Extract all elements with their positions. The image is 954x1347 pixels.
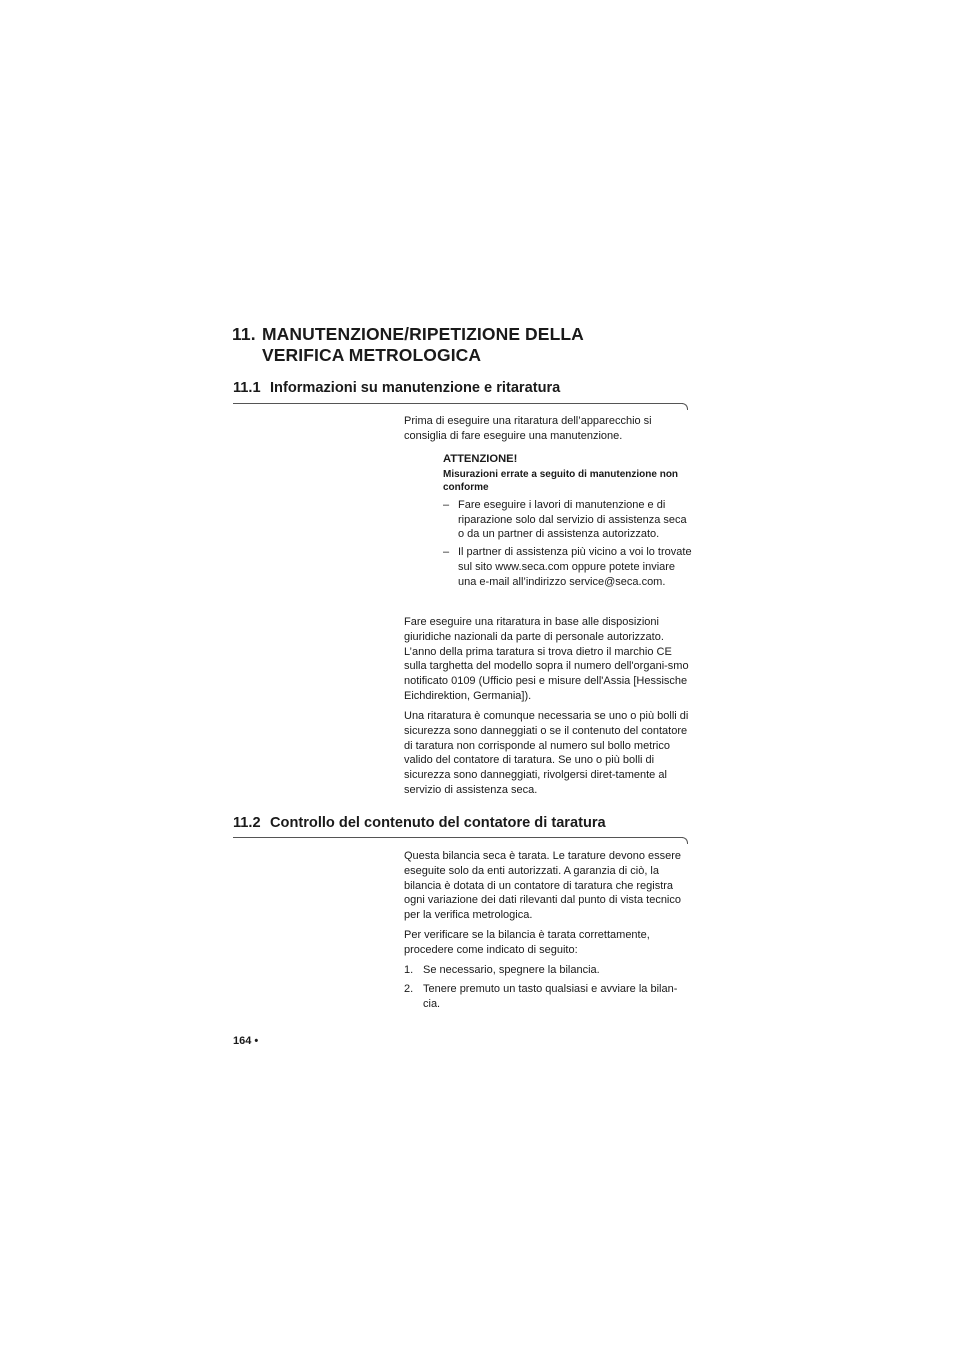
dash-bullet-icon: – (443, 546, 450, 559)
section-2-title (233, 814, 693, 832)
warning-item (443, 498, 693, 542)
chapter-title (232, 324, 702, 366)
section-2-number: 11.2 (233, 815, 261, 831)
section-1-intro-text: Prima di eseguire una ritaratura dell’apparecchio si consiglia di fare eseguire una manutenzione. (404, 415, 652, 442)
section-2-para-1-text: Questa bilancia seca è tarata. Le tarature devono essere eseguite solo da enti autorizzati. A garanzia di ciò, la bilancia è dotata di un contatore di taratura che registra ogni variazione dei dati rilevanti dal punto di vista tecnico per la verifica metrologica. (404, 850, 682, 922)
section-1-para-2 (404, 615, 691, 704)
step-text: Se necessario, spegnere la bilancia. (423, 964, 600, 976)
warning-item (443, 545, 693, 589)
section-1-title-text: Informazioni su manutenzione e ritaratura (270, 380, 561, 396)
warning-item-text: Fare eseguire i lavori di manutenzione e di riparazione solo dal servizio di assistenza seca o da un partner di assistenza autorizzato. (458, 498, 687, 541)
dash-bullet-icon: – (443, 498, 450, 511)
section-1-rule (233, 403, 683, 404)
page-number: 164 • (233, 1035, 259, 1047)
section-1-intro (404, 414, 691, 444)
section-2-rule (233, 837, 683, 838)
section-1-para-3 (404, 709, 691, 798)
warning-item-text: Il partner di assistenza più vicino a voi lo trovate sul sito www.seca.com oppure potete inviare una e-mail all’indirizzo service@seca.com. (458, 546, 692, 588)
chapter-title-line-2: VERIFICA METROLOGICA (262, 345, 482, 365)
warning-subtitle: Misurazioni errate a seguito di manutenzione non conforme (443, 468, 679, 493)
section-1-para-3-text: Una ritaratura è comunque necessaria se uno o più bolli di sicurezza sono danneggiati o se il contenuto del contatore di taratura non corrisponde al numero sul bollo metrico valido del contatore di taratura. Se uno o più bolli di sicurezza sono danneggiati, rivolgersi diret-tamente al servizio di assistenza seca. (404, 710, 689, 796)
warning-box (443, 452, 693, 590)
section-1-para-2-text: Fare eseguire una ritaratura in base alle disposizioni giuridiche nazionali da parte di personale autorizzato. L’anno della prima taratura si trova dietro il marchio CE sulla targhetta del modello sopra il numero dell'organi-smo notificato 0109 (Ufficio pesi e misure dell'Assia [Hessische Eichdirektion, Germania]). (404, 616, 689, 702)
section-1-title (233, 379, 693, 397)
section-2-para-2 (404, 928, 691, 958)
step-item (404, 982, 691, 1012)
chapter-title-line-1: MANUTENZIONE/RIPETIZIONE DELLA (262, 324, 584, 344)
section-2-rule-hook (681, 837, 688, 844)
section-2-title-text: Controllo del contenuto del contatore di taratura (270, 815, 606, 831)
section-1-rule-hook (681, 403, 688, 410)
warning-title: ATTENZIONE! (443, 453, 518, 465)
step-number: 2. (404, 982, 414, 995)
section-2-para-1 (404, 849, 691, 923)
step-item (404, 963, 691, 978)
step-text: Tenere premuto un tasto qualsiasi e avviare la bilan-cia. (423, 982, 678, 1010)
section-2-para-2-text: Per verificare se la bilancia è tarata correttamente, procedere come indicato di seguito: (404, 929, 650, 956)
section-2-steps (404, 963, 691, 1011)
section-1-number: 11.1 (233, 380, 261, 396)
chapter-number: 11. (232, 324, 256, 344)
step-number: 1. (404, 964, 414, 976)
